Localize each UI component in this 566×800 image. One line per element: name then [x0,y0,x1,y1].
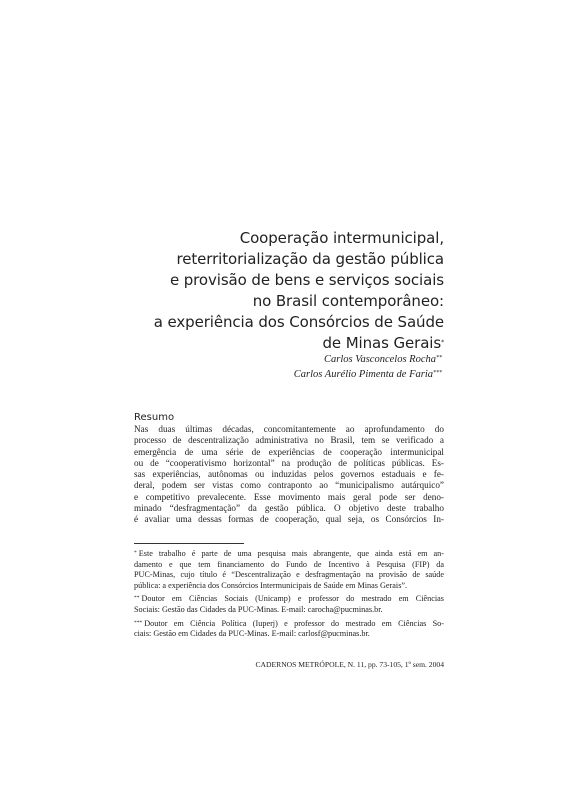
title-line: Cooperação intermunicipal, [239,229,444,247]
footnote-line: pública: a experiência dos Consórcios Intermunicipais de Saúde em Minas Gerais”. [134,580,408,590]
abstract-line: processo de descentralização administrativa no Brasil, tem se verificado a [134,435,444,446]
title-line: a experiência dos Consórcios de Saúde [153,313,444,331]
footnote [134,549,444,591]
footnote-line [134,619,444,630]
author-line [142,352,442,367]
footnote-line: PUC-Minas, cujo título é “Descentralização e desfragmentação na provisão de saúde [134,570,444,580]
abstract-line: Nas duas últimas décadas, concomitantemente ao aprofundamento do [134,424,444,434]
abstract-line: emergência de uma série de experiências de cooperação intermunicipal [134,446,444,457]
author-name: Carlos Aurélio Pimenta de Faria [293,369,433,380]
author-footnote-mark: *** [433,370,442,376]
article-title [114,228,444,354]
title-line-text: de Minas Gerais [322,334,442,352]
author-footnote-mark: ** [436,355,442,361]
footnote-text: Este trabalho é parte de uma pesquisa mais abrangente, que ainda está em an- [138,549,444,558]
footnote-line: Sociais: Gestão das Cidades da PUC-Minas. E-mail: carocha@pucminas.br. [134,604,383,614]
footnote-text: Doutor em Ciência Política (Iuperj) e professor do mestrado em Ciências So- [144,618,444,628]
author-name: Carlos Vasconcelos Rocha [324,354,436,365]
footnote [134,619,444,640]
footnote-line: damento e que tem financiamento do Fundo de Incentivo à Pesquisa (FIP) da [134,559,444,569]
footnote-line [134,549,444,560]
abstract-line: sas experiências, autônomas ou induzidas pelos governos estaduais e fe- [134,469,444,480]
abstract-line: é avaliar uma dessas formas de cooperação, qual seja, os Consórcios In- [134,514,444,525]
title-line: no Brasil contemporâneo: [252,292,444,310]
author-line [142,367,442,382]
title-footnote-mark: * [441,339,444,346]
footnote-divider [134,543,244,544]
abstract-body [134,424,444,526]
journal-citation-footer: CADERNOS METRÓPOLE, N. 11, pp. 73-105, 1º sem. 2004 [255,660,444,669]
footnotes [134,549,444,643]
abstract-line: minado “desfragmentação” da gestão pública. O objetivo deste trabalho [134,503,444,514]
footnote-line: ciais: Gestão em Cidades da PUC-Minas. E-mail: carlosf@pucminas.br. [134,629,370,639]
footnote-mark: ** [134,595,140,602]
title-line: e provisão de bens e serviços sociais [169,271,444,289]
abstract-line: deral, podem ser vistas como contraponto ao “municipalismo autárquico” [134,480,444,491]
footnote-mark: *** [134,619,143,626]
abstract-line: e competitivo prevalecente. Esse movimento mais geral pode ser deno- [134,491,444,502]
author-list [142,352,442,382]
footnote-line [134,594,444,605]
abstract-heading: Resumo [134,412,175,423]
title-line [114,333,444,354]
abstract-line: ou de “cooperativismo horizontal” na produção de políticas públicas. Es- [134,457,444,468]
footnote [134,594,444,615]
footnote-mark: * [134,550,137,556]
footnote-text: Doutor em Ciências Sociais (Unicamp) e professor do mestrado em Ciências [141,594,444,604]
title-line: reterritorialização da gestão pública [176,250,444,268]
